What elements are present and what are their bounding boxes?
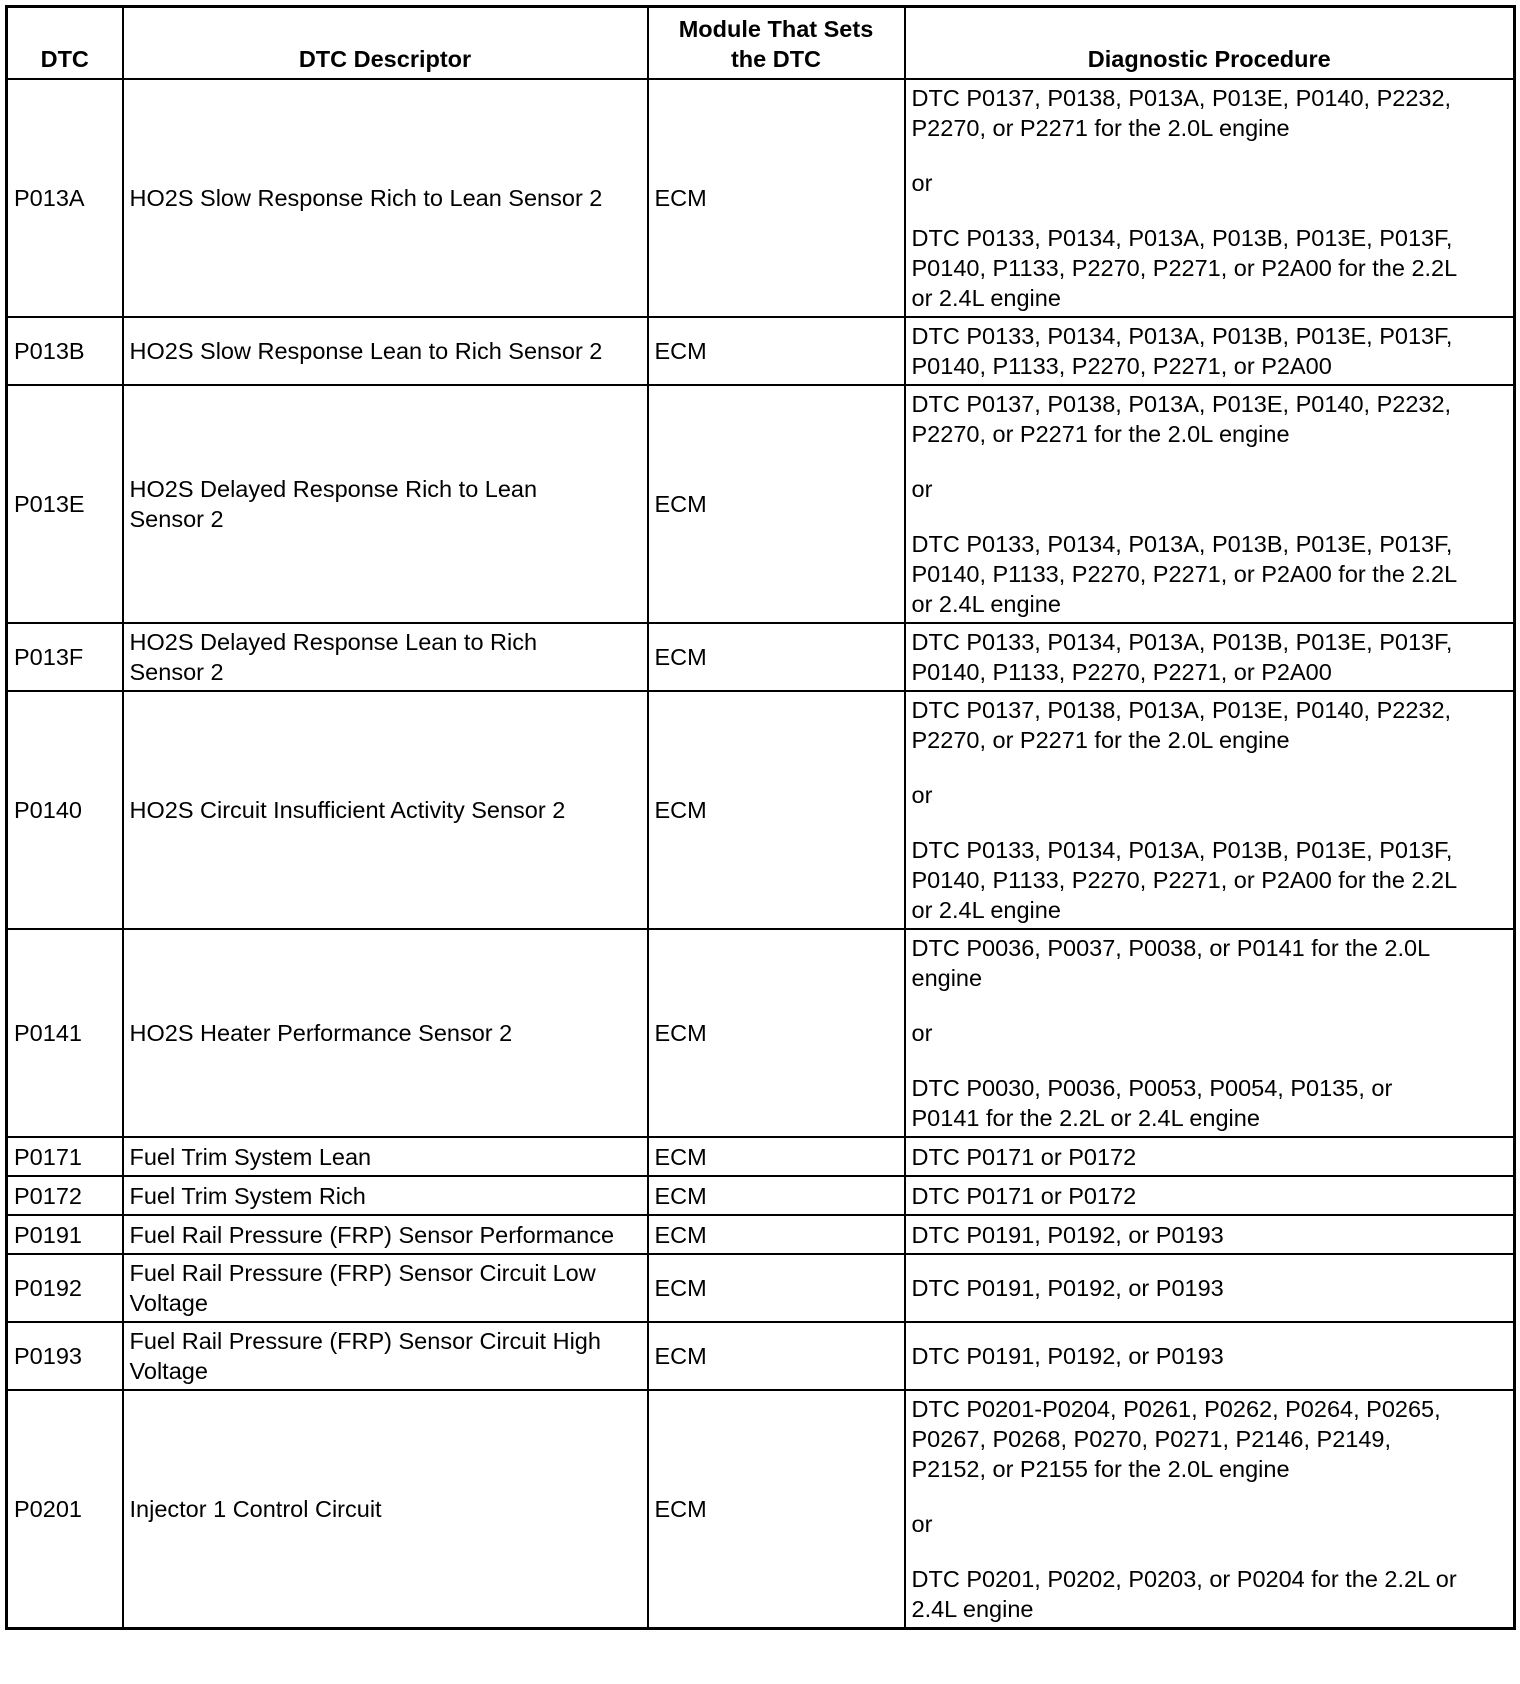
paragraph-gap: [912, 198, 1508, 223]
paragraph-gap: [912, 449, 1508, 474]
header-module: Module That Sets the DTC: [648, 7, 905, 80]
procedure-paragraph: DTC P0191, P0192, or P0193: [911, 1343, 1224, 1369]
table-row: [7, 1176, 1515, 1215]
paragraph-gap: [912, 504, 1508, 529]
cell-module: ECM: [648, 79, 905, 317]
cell-module: ECM: [648, 1176, 905, 1215]
cell-module: ECM: [648, 623, 905, 691]
cell-procedure: [905, 79, 1515, 317]
table-row: [7, 623, 1515, 691]
header-descriptor: DTC Descriptor: [123, 7, 648, 80]
cell-procedure: [905, 1322, 1515, 1390]
cell-procedure: [905, 1254, 1515, 1322]
cell-dtc: P013A: [7, 79, 123, 317]
cell-procedure: [905, 1390, 1515, 1629]
cell-module: ECM: [648, 1137, 905, 1176]
paragraph-gap: [912, 993, 1508, 1018]
procedure-paragraph: DTC P0133, P0134, P013A, P013B, P013E, P013F, P0140, P1133, P2270, P2271, or P2A00 for the 2.2L or 2.4L engine: [911, 225, 1458, 311]
header-dtc: DTC: [7, 7, 123, 80]
cell-dtc: P013E: [7, 385, 123, 623]
table-row: [7, 1254, 1515, 1322]
table-row: [7, 1137, 1515, 1176]
cell-dtc: P0201: [7, 1390, 123, 1629]
cell-module: ECM: [648, 385, 905, 623]
procedure-paragraph: DTC P0171 or P0172: [911, 1182, 1137, 1209]
procedure-paragraph: DTC P0201, P0202, P0203, or P0204 for the 2.2L or 2.4L engine: [911, 1566, 1457, 1622]
cell-descriptor: Fuel Rail Pressure (FRP) Sensor Circuit Low Voltage: [123, 1254, 648, 1322]
cell-descriptor: HO2S Slow Response Rich to Lean Sensor 2: [123, 79, 648, 317]
paragraph-gap: [912, 143, 1508, 168]
procedure-paragraph: or: [911, 1511, 933, 1537]
cell-descriptor: Injector 1 Control Circuit: [123, 1390, 648, 1629]
cell-procedure: [905, 317, 1515, 385]
procedure-paragraph: DTC P0201-P0204, P0261, P0262, P0264, P0265, P0267, P0268, P0270, P0271, P2146, P2149, P2152, or P2155 for the 2.0L engine: [911, 1396, 1441, 1482]
procedure-paragraph: or: [911, 170, 933, 196]
cell-dtc: P013B: [7, 317, 123, 385]
procedure-paragraph: DTC P0133, P0134, P013A, P013B, P013E, P013F, P0140, P1133, P2270, P2271, or P2A00 for the 2.2L or 2.4L engine: [911, 837, 1458, 923]
procedure-paragraph: DTC P0133, P0134, P013A, P013B, P013E, P013F, P0140, P1133, P2270, P2271, or P2A00: [911, 323, 1453, 379]
procedure-paragraph: DTC P0191, P0192, or P0193: [911, 1275, 1224, 1301]
cell-module: ECM: [648, 317, 905, 385]
table-row: [7, 79, 1515, 317]
cell-module: ECM: [648, 1390, 905, 1629]
table-row: [7, 691, 1515, 929]
procedure-paragraph: DTC P0171 or P0172: [911, 1143, 1137, 1170]
table-row: [7, 1215, 1515, 1254]
cell-procedure: [905, 1215, 1515, 1254]
cell-procedure: [905, 623, 1515, 691]
procedure-paragraph: or: [911, 782, 933, 808]
table-row: [7, 929, 1515, 1137]
cell-descriptor: HO2S Heater Performance Sensor 2: [123, 929, 648, 1137]
dtc-table: [5, 5, 1516, 1630]
cell-procedure: [905, 1137, 1515, 1176]
procedure-paragraph: DTC P0137, P0138, P013A, P013E, P0140, P2232, P2270, or P2271 for the 2.0L engine: [911, 85, 1452, 141]
cell-dtc: P013F: [7, 623, 123, 691]
procedure-paragraph: DTC P0137, P0138, P013A, P013E, P0140, P2232, P2270, or P2271 for the 2.0L engine: [911, 697, 1452, 753]
cell-dtc: P0193: [7, 1322, 123, 1390]
procedure-paragraph: DTC P0191, P0192, or P0193: [911, 1221, 1224, 1248]
table-row: [7, 1322, 1515, 1390]
cell-descriptor: Fuel Trim System Rich: [123, 1176, 648, 1215]
cell-module: ECM: [648, 1215, 905, 1254]
procedure-paragraph: or: [911, 1020, 933, 1046]
table-row: [7, 317, 1515, 385]
paragraph-gap: [912, 1539, 1508, 1564]
cell-module: ECM: [648, 929, 905, 1137]
header-procedure: Diagnostic Procedure: [905, 7, 1515, 80]
table-header: [7, 7, 1515, 80]
cell-descriptor: HO2S Circuit Insufficient Activity Sensor 2: [123, 691, 648, 929]
paragraph-gap: [912, 1048, 1508, 1073]
cell-module: ECM: [648, 1322, 905, 1390]
cell-procedure: [905, 1176, 1515, 1215]
cell-dtc: P0140: [7, 691, 123, 929]
procedure-paragraph: DTC P0030, P0036, P0053, P0054, P0135, or P0141 for the 2.2L or 2.4L engine: [911, 1075, 1393, 1131]
cell-descriptor: HO2S Slow Response Lean to Rich Sensor 2: [123, 317, 648, 385]
procedure-paragraph: DTC P0137, P0138, P013A, P013E, P0140, P2232, P2270, or P2271 for the 2.0L engine: [911, 391, 1452, 447]
cell-module: ECM: [648, 691, 905, 929]
cell-descriptor: Fuel Rail Pressure (FRP) Sensor Circuit High Voltage: [123, 1322, 648, 1390]
paragraph-gap: [912, 755, 1508, 780]
cell-descriptor: Fuel Rail Pressure (FRP) Sensor Performance: [123, 1215, 648, 1254]
procedure-paragraph: DTC P0133, P0134, P013A, P013B, P013E, P013F, P0140, P1133, P2270, P2271, or P2A00: [911, 629, 1453, 685]
header-row: [7, 7, 1515, 80]
cell-descriptor: HO2S Delayed Response Lean to Rich Sensor 2: [123, 623, 648, 691]
cell-dtc: P0172: [7, 1176, 123, 1215]
paragraph-gap: [912, 1484, 1508, 1509]
cell-dtc: P0171: [7, 1137, 123, 1176]
cell-procedure: [905, 929, 1515, 1137]
cell-dtc: P0191: [7, 1215, 123, 1254]
table-row: [7, 1390, 1515, 1629]
cell-descriptor: Fuel Trim System Lean: [123, 1137, 648, 1176]
table-body: [7, 79, 1515, 1629]
procedure-paragraph: DTC P0133, P0134, P013A, P013B, P013E, P013F, P0140, P1133, P2270, P2271, or P2A00 for the 2.2L or 2.4L engine: [911, 531, 1458, 617]
cell-procedure: [905, 691, 1515, 929]
paragraph-gap: [912, 810, 1508, 835]
cell-module: ECM: [648, 1254, 905, 1322]
cell-dtc: P0192: [7, 1254, 123, 1322]
procedure-paragraph: or: [911, 476, 933, 502]
cell-procedure: [905, 385, 1515, 623]
table-row: [7, 385, 1515, 623]
cell-descriptor: HO2S Delayed Response Rich to Lean Sensor 2: [123, 385, 648, 623]
cell-dtc: P0141: [7, 929, 123, 1137]
procedure-paragraph: DTC P0036, P0037, P0038, or P0141 for the 2.0L engine: [911, 935, 1431, 991]
